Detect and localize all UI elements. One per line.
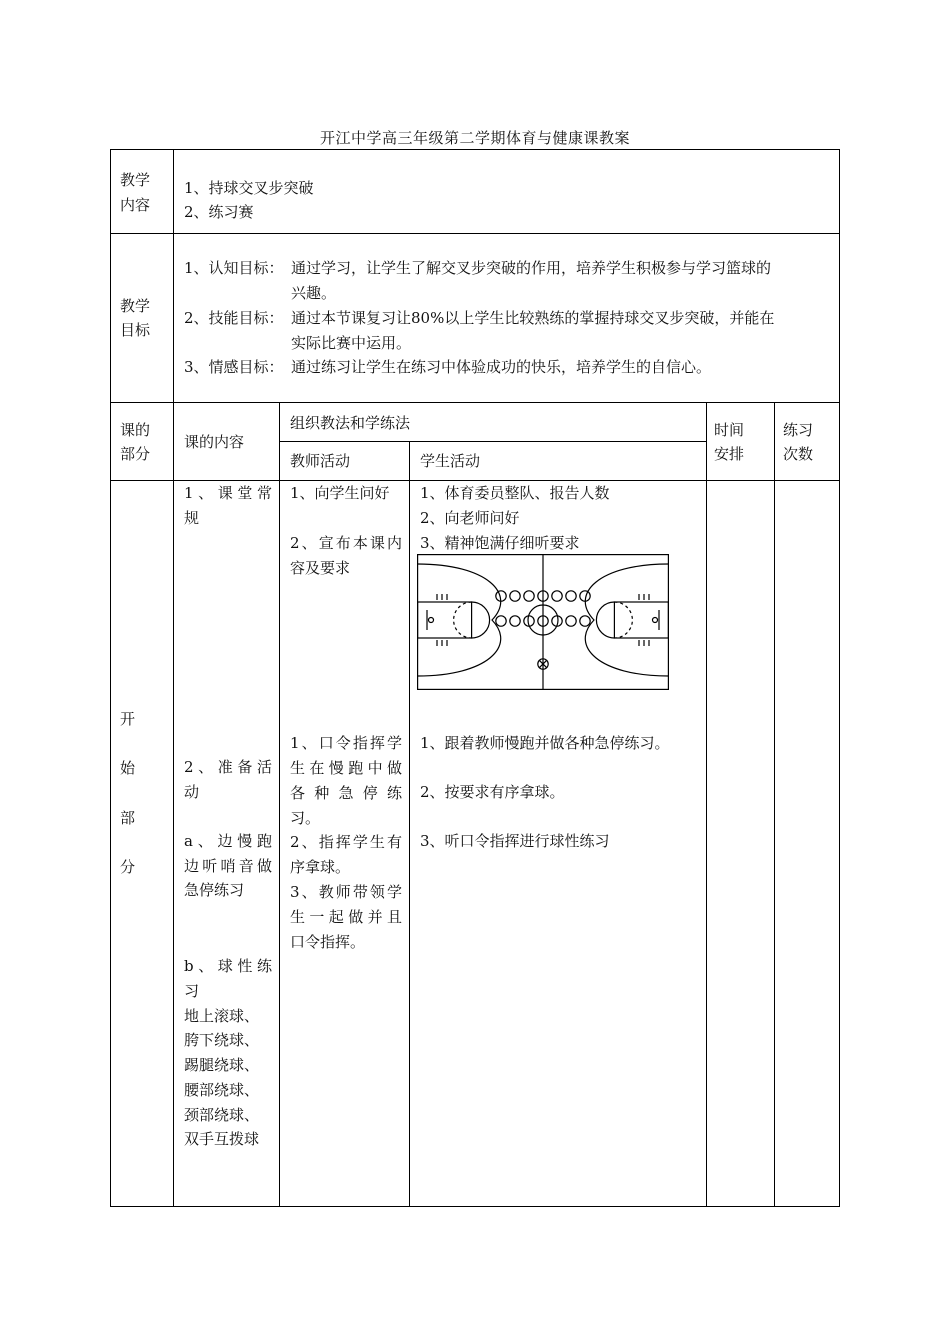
teacher-greet: 1、向学生问好	[290, 484, 390, 502]
part-char-2: 始	[120, 759, 136, 777]
right-hoop	[653, 618, 658, 623]
document-title: 开江中学高三年级第二学期体育与健康课教案	[319, 129, 630, 147]
objective-cognitive-line1: 通过学习，让学生了解交叉步突破的作用，培养学生积极参与学习篮球的	[291, 259, 772, 277]
warmup-line1: 2、准备活	[184, 758, 272, 776]
teacher-lead-line2: 生一起做并且	[290, 908, 402, 926]
content-item-2: 2、练习赛	[184, 203, 254, 221]
teacher-announce-line2: 容及要求	[290, 559, 351, 577]
objective-cognitive-line2: 兴趣。	[291, 284, 337, 302]
part-char-3: 部	[120, 809, 136, 827]
drill-item-6: 双手互拨球	[184, 1130, 260, 1148]
objective-skill-key: 2、技能目标：	[184, 309, 284, 327]
drill-a-line2: 边听哨音做	[184, 857, 272, 875]
objective-skill-line2: 实际比赛中运用。	[291, 334, 412, 352]
teacher-ball-line1: 2、指挥学生有	[290, 833, 402, 851]
left-hoop	[429, 618, 434, 623]
teacher-command-line1: 1、口令指挥学	[290, 734, 402, 752]
student-item-2: 2、向老师问好	[420, 509, 520, 527]
teacher-ball-line2: 序拿球。	[290, 858, 351, 876]
left-three-point-arc	[418, 564, 501, 676]
student-take-ball: 2、按要求有序拿球。	[420, 783, 565, 801]
student-jog: 1、跟着教师慢跑并做各种急停练习。	[420, 734, 670, 752]
right-key	[614, 602, 668, 638]
objectives-label-line2: 目标	[120, 321, 151, 339]
drill-b-line1: b、球性练	[184, 957, 272, 975]
drill-item-5: 颈部绕球、	[184, 1106, 260, 1124]
drill-a-line1: a、边慢跑	[184, 832, 272, 850]
header-content: 课的内容	[184, 433, 245, 451]
student-ball-skill: 3、听口令指挥进行球性练习	[420, 832, 610, 850]
teacher-lead-line1: 3、教师带领学	[290, 883, 402, 901]
part-char-4: 分	[120, 858, 136, 876]
time-cell	[706, 480, 775, 1207]
student-item-3: 3、精神饱满仔细听要求	[420, 534, 580, 552]
right-three-point-arc	[585, 564, 668, 676]
header-method: 组织教法和学练法	[290, 414, 411, 432]
objective-skill-line1: 通过本节课复习让80%以上学生比较熟练的掌握持球交叉步突破，并能在	[291, 309, 775, 327]
basketball-court-diagram	[417, 554, 669, 690]
header-part-line1: 课的	[120, 421, 151, 439]
teacher-command-line3: 各种急停练	[290, 784, 402, 802]
routine-line1: 1、课堂常	[184, 484, 272, 502]
teacher-lead-line3: 口令指挥。	[290, 933, 366, 951]
header-part-line2: 部分	[120, 445, 151, 463]
content-label-line2: 内容	[120, 196, 151, 214]
teacher-command-line2: 生在慢跑中做	[290, 759, 402, 777]
student-item-1: 1、体育委员整队、报告人数	[420, 484, 610, 502]
drill-item-3: 踢腿绕球、	[184, 1056, 260, 1074]
header-teacher: 教师活动	[290, 452, 351, 470]
drill-b-line2: 习	[184, 982, 200, 1000]
count-cell	[774, 480, 840, 1207]
left-free-throw-arc	[472, 602, 490, 638]
teacher-command-line4: 习。	[290, 809, 321, 827]
header-time-line1: 时间	[714, 421, 745, 439]
warmup-line2: 动	[184, 783, 200, 801]
objective-emotion-line1: 通过练习让学生在练习中体验成功的快乐，培养学生的自信心。	[291, 358, 712, 376]
right-free-throw-arc	[596, 602, 614, 638]
part-cell	[110, 480, 174, 1207]
header-time-line2: 安排	[714, 445, 745, 463]
left-key	[418, 602, 472, 638]
objective-cognitive-key: 1、认知目标：	[184, 259, 284, 277]
content-label-line1: 教学	[120, 171, 151, 189]
content-item-1: 1、持球交叉步突破	[184, 179, 314, 197]
routine-line2: 规	[184, 509, 200, 527]
drill-a-line3: 急停练习	[184, 881, 245, 899]
part-char-1: 开	[120, 710, 136, 728]
objectives-label-line1: 教学	[120, 297, 151, 315]
drill-item-2: 胯下绕球、	[184, 1031, 260, 1049]
drill-item-4: 腰部绕球、	[184, 1081, 260, 1099]
header-count-line2: 次数	[783, 445, 814, 463]
header-count-line1: 练习	[783, 421, 814, 439]
header-student: 学生活动	[420, 452, 481, 470]
drill-item-1: 地上滚球、	[184, 1007, 260, 1025]
teacher-announce-line1: 2、宣布本课内	[290, 534, 402, 552]
objective-emotion-key: 3、情感目标：	[184, 358, 284, 376]
